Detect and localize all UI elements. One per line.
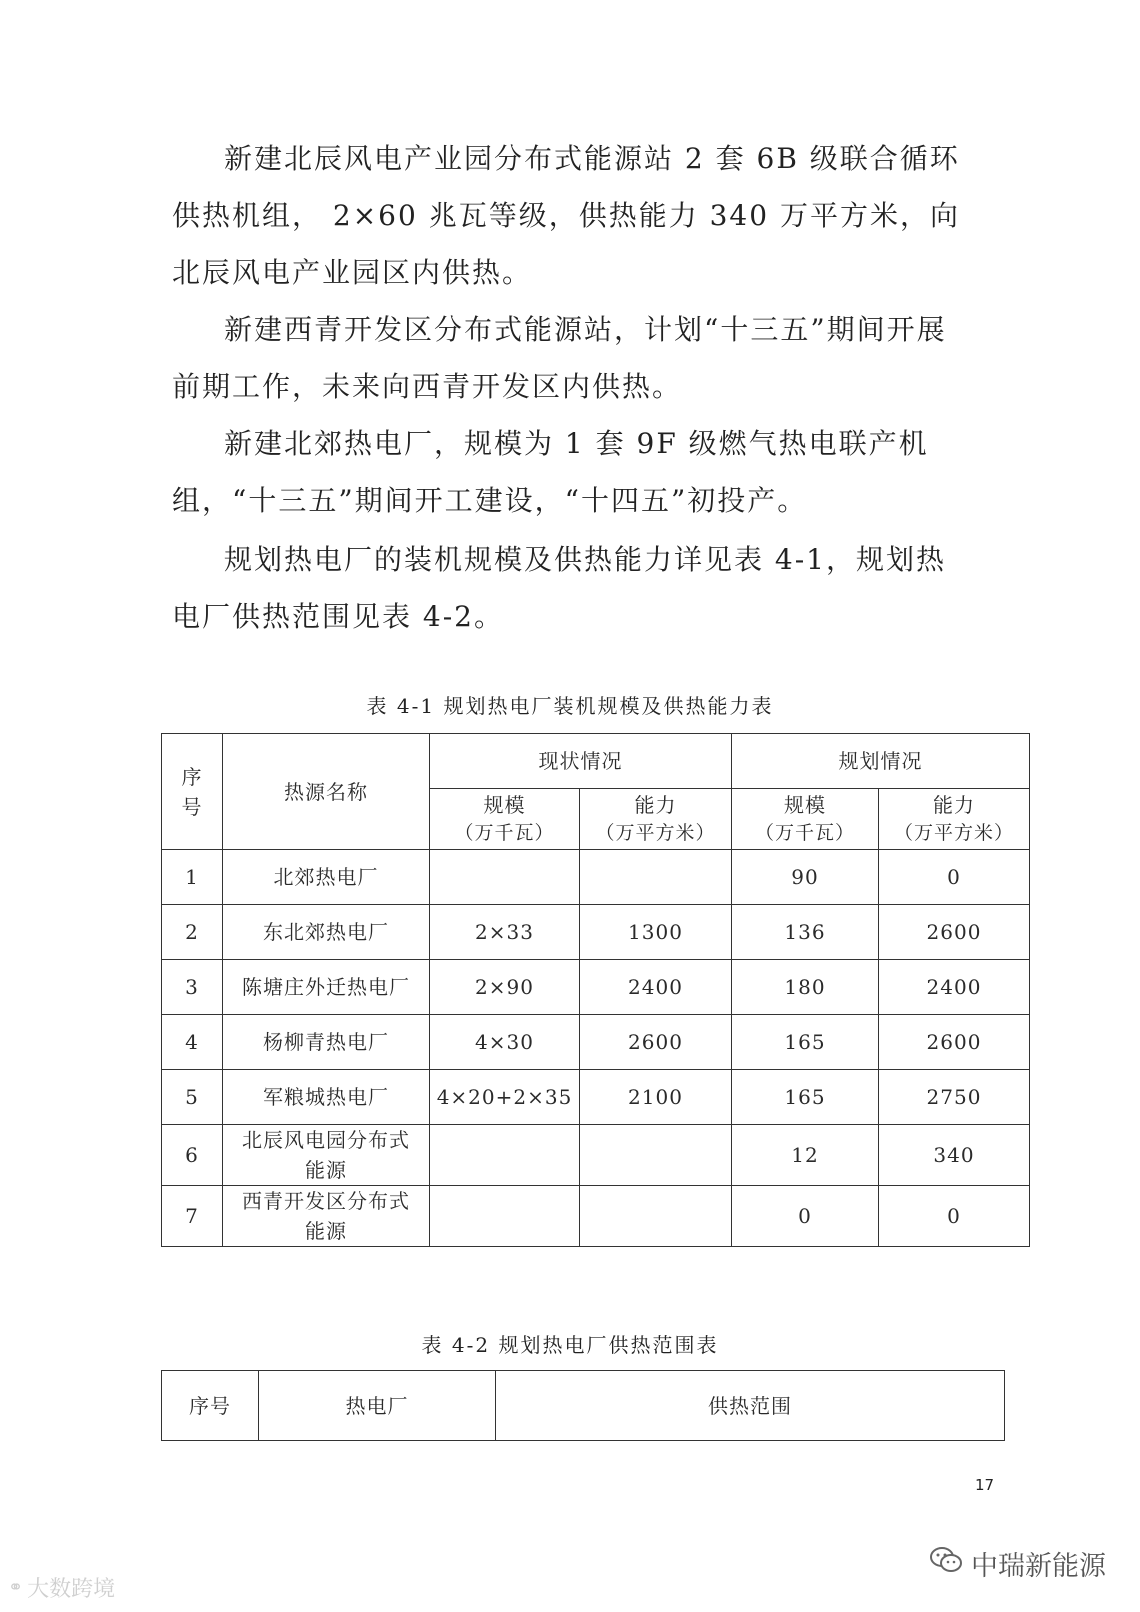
paragraph-4: 规划热电厂的装机规模及供热能力详见表 4-1，规划热电厂供热范围见表 4-2。 bbox=[172, 543, 946, 633]
wechat-icon bbox=[929, 1545, 963, 1582]
header-plant: 热电厂 bbox=[259, 1371, 496, 1441]
table-row bbox=[162, 1070, 1030, 1125]
cell-name: 杨柳青热电厂 bbox=[223, 1015, 430, 1070]
cell-current-scale bbox=[430, 1186, 580, 1247]
cell-planned-scale: 90 bbox=[732, 850, 879, 905]
cell-current-scale: 2×33 bbox=[430, 905, 580, 960]
watermark-left-text: 大数跨境 bbox=[27, 1577, 116, 1602]
cell-current-capacity bbox=[580, 1186, 732, 1247]
cell-current-capacity: 1300 bbox=[580, 905, 732, 960]
cell-seq: 5 bbox=[162, 1070, 223, 1125]
table-row bbox=[162, 960, 1030, 1015]
cell-current-scale: 4×30 bbox=[430, 1015, 580, 1070]
table-4-1 bbox=[161, 733, 1030, 1247]
cell-planned-capacity: 0 bbox=[879, 1186, 1030, 1247]
cell-name: 东北郊热电厂 bbox=[223, 905, 430, 960]
link-logo-icon: ⚭ bbox=[8, 1577, 24, 1598]
watermark-right bbox=[929, 1544, 1106, 1583]
header-planned-scale: 规模 （万千瓦） bbox=[732, 789, 879, 850]
table-4-2 bbox=[161, 1370, 1005, 1441]
header-current: 现状情况 bbox=[430, 734, 732, 789]
watermark-left bbox=[8, 1572, 115, 1603]
table-row bbox=[162, 1186, 1030, 1247]
cell-planned-scale: 12 bbox=[732, 1125, 879, 1186]
cell-current-capacity bbox=[580, 1125, 732, 1186]
cell-name: 西青开发区分布式能源 bbox=[223, 1186, 430, 1247]
cell-name: 北郊热电厂 bbox=[223, 850, 430, 905]
watermark-right-text: 中瑞新能源 bbox=[971, 1551, 1106, 1582]
page-number: 17 bbox=[975, 1476, 995, 1494]
table-row bbox=[162, 905, 1030, 960]
cell-current-scale bbox=[430, 850, 580, 905]
cell-name: 陈塘庄外迁热电厂 bbox=[223, 960, 430, 1015]
cell-current-capacity: 2100 bbox=[580, 1070, 732, 1125]
header-planned: 规划情况 bbox=[732, 734, 1030, 789]
cell-planned-capacity: 2400 bbox=[879, 960, 1030, 1015]
cell-planned-scale: 180 bbox=[732, 960, 879, 1015]
table-row bbox=[162, 1015, 1030, 1070]
cell-seq: 7 bbox=[162, 1186, 223, 1247]
cell-current-capacity: 2600 bbox=[580, 1015, 732, 1070]
table2-caption: 表 4-2 规划热电厂供热范围表 bbox=[421, 1333, 719, 1357]
cell-seq: 2 bbox=[162, 905, 223, 960]
paragraph-1: 新建北辰风电产业园分布式能源站 2 套 6B 级联合循环供热机组， 2×60 兆瓦等级，供热能力 340 万平方米，向北辰风电产业园区内供热。 bbox=[172, 142, 960, 289]
cell-current-scale bbox=[430, 1125, 580, 1186]
header-seq: 序号 bbox=[162, 734, 223, 850]
cell-seq: 6 bbox=[162, 1125, 223, 1186]
cell-current-scale: 4×20+2×35 bbox=[430, 1070, 580, 1125]
cell-seq: 1 bbox=[162, 850, 223, 905]
header-seq: 序号 bbox=[162, 1371, 259, 1441]
cell-planned-scale: 165 bbox=[732, 1070, 879, 1125]
cell-planned-capacity: 2600 bbox=[879, 1015, 1030, 1070]
header-planned-capacity: 能力 （万平方米） bbox=[879, 789, 1030, 850]
paragraph-2: 新建西青开发区分布式能源站，计划“十三五”期间开展前期工作，未来向西青开发区内供热。 bbox=[172, 313, 947, 403]
cell-planned-capacity: 2600 bbox=[879, 905, 1030, 960]
header-name: 热源名称 bbox=[223, 734, 430, 850]
cell-planned-capacity: 340 bbox=[879, 1125, 1030, 1186]
cell-planned-scale: 0 bbox=[732, 1186, 879, 1247]
cell-current-capacity bbox=[580, 850, 732, 905]
cell-seq: 3 bbox=[162, 960, 223, 1015]
header-current-capacity: 能力 （万平方米） bbox=[580, 789, 732, 850]
cell-seq: 4 bbox=[162, 1015, 223, 1070]
cell-name: 军粮城热电厂 bbox=[223, 1070, 430, 1125]
table1-caption: 表 4-1 规划热电厂装机规模及供热能力表 bbox=[366, 694, 774, 718]
table-row bbox=[162, 850, 1030, 905]
cell-name: 北辰风电园分布式能源 bbox=[223, 1125, 430, 1186]
header-current-scale: 规模 （万千瓦） bbox=[430, 789, 580, 850]
table-row bbox=[162, 1125, 1030, 1186]
cell-planned-scale: 136 bbox=[732, 905, 879, 960]
cell-current-scale: 2×90 bbox=[430, 960, 580, 1015]
cell-planned-capacity: 2750 bbox=[879, 1070, 1030, 1125]
cell-planned-capacity: 0 bbox=[879, 850, 1030, 905]
paragraph-3: 新建北郊热电厂，规模为 1 套 9F 级燃气热电联产机组，“十三五”期间开工建设，“十四五”初投产。 bbox=[172, 427, 929, 517]
header-range: 供热范围 bbox=[496, 1371, 1005, 1441]
cell-planned-scale: 165 bbox=[732, 1015, 879, 1070]
cell-current-capacity: 2400 bbox=[580, 960, 732, 1015]
